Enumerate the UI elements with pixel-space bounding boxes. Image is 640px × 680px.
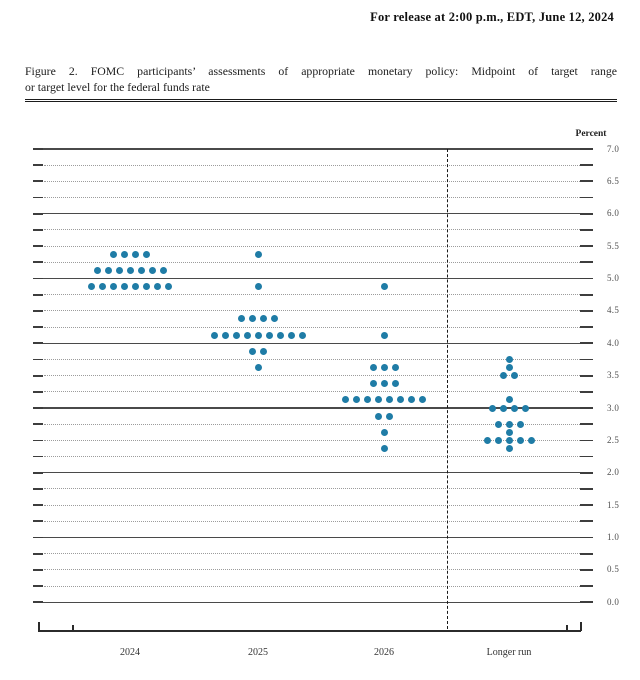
gridline-dotted [44, 181, 580, 182]
dot [381, 332, 388, 339]
gridline-dotted [44, 310, 580, 311]
dot [419, 396, 426, 403]
dot [484, 437, 491, 444]
gridline-dotted [44, 197, 580, 198]
dot [132, 251, 139, 258]
gridline-right-tick [580, 553, 593, 555]
gridline-solid [36, 602, 593, 603]
gridline-dotted [44, 456, 580, 457]
gridline-right-tick [580, 569, 593, 571]
gridline-left-tick [33, 294, 43, 296]
y-axis-title: Percent [575, 129, 607, 139]
dot [375, 396, 382, 403]
x-axis-label: 2026 [374, 647, 394, 658]
gridline-dotted [44, 488, 580, 489]
dot [386, 396, 393, 403]
gridline-left-tick [33, 148, 43, 150]
y-tick-label: 6.5 [607, 175, 620, 186]
gridline-left-tick [33, 164, 43, 166]
dot [500, 405, 507, 412]
dot [255, 283, 262, 290]
gridline-right-tick [580, 537, 593, 539]
gridline-left-tick [33, 569, 43, 571]
gridline-left-tick [33, 456, 43, 458]
dot [143, 283, 150, 290]
dot [110, 283, 117, 290]
dot [160, 267, 167, 274]
gridline-left-tick [33, 407, 43, 409]
gridline-left-tick [33, 342, 43, 344]
dot [260, 348, 267, 355]
dot [381, 445, 388, 452]
dot [408, 396, 415, 403]
gridline-dotted [44, 553, 580, 554]
gridline-right-tick [580, 601, 593, 603]
dot [500, 372, 507, 379]
dot [127, 267, 134, 274]
gridline-left-tick [33, 278, 43, 280]
gridline-right-tick [580, 180, 593, 182]
gridline-left-tick [33, 213, 43, 215]
gridline-dotted [44, 246, 580, 247]
dot [386, 413, 393, 420]
gridline-dotted [44, 391, 580, 392]
gridline-right-tick [580, 294, 593, 296]
gridline-solid [36, 148, 593, 149]
dot [489, 405, 496, 412]
gridline-right-tick [580, 440, 593, 442]
dot [381, 429, 388, 436]
dot [238, 315, 245, 322]
dot [138, 267, 145, 274]
gridline-dotted [44, 521, 580, 522]
x-axis-tick [38, 622, 40, 631]
dot [392, 380, 399, 387]
figure-caption-line-1: Figure 2. FOMC participants’ assessments of appropriate monetary policy: Midpoint of target range [25, 64, 617, 78]
gridline-left-tick [33, 601, 43, 603]
y-tick-label: 7.0 [607, 143, 620, 154]
x-axis-tick [580, 622, 582, 631]
gridline-right-tick [580, 407, 593, 409]
dot [249, 315, 256, 322]
gridline-right-tick [580, 326, 593, 328]
x-axis-tick [566, 625, 568, 631]
dot [132, 283, 139, 290]
dot [260, 315, 267, 322]
gridline-left-tick [33, 585, 43, 587]
gridline-right-tick [580, 342, 593, 344]
dot [522, 405, 529, 412]
x-axis-line [38, 630, 581, 632]
gridline-right-tick [580, 488, 593, 490]
gridline-right-tick [580, 359, 593, 361]
dot [255, 364, 262, 371]
dot [255, 332, 262, 339]
gridline-left-tick [33, 553, 43, 555]
gridline-solid [36, 278, 593, 279]
y-tick-label: 3.0 [607, 402, 620, 413]
gridline-right-tick [580, 375, 593, 377]
gridline-left-tick [33, 197, 43, 199]
dot [381, 283, 388, 290]
dot [511, 372, 518, 379]
gridline-right-tick [580, 261, 593, 263]
y-tick-label: 4.5 [607, 305, 620, 316]
dot [121, 251, 128, 258]
dot [255, 251, 262, 258]
y-tick-label: 4.0 [607, 337, 620, 348]
gridline-solid [36, 472, 593, 473]
dot [266, 332, 273, 339]
dot [364, 396, 371, 403]
dot [88, 283, 95, 290]
release-line: For release at 2:00 p.m., EDT, June 12, 2024 [370, 10, 614, 24]
dot [506, 396, 513, 403]
gridline-dotted [44, 586, 580, 587]
y-tick-label: 5.5 [607, 240, 620, 251]
gridline-left-tick [33, 391, 43, 393]
y-tick-label: 6.0 [607, 208, 620, 219]
gridline-solid [36, 343, 593, 344]
y-tick-label: 2.0 [607, 467, 620, 478]
dot [506, 364, 513, 371]
y-tick-label: 0.5 [607, 564, 620, 575]
dot [105, 267, 112, 274]
dot [99, 283, 106, 290]
gridline-dotted [44, 262, 580, 263]
dot [211, 332, 218, 339]
gridline-right-tick [580, 148, 593, 150]
gridline-left-tick [33, 504, 43, 506]
dot [506, 437, 513, 444]
dot [517, 437, 524, 444]
gridline-right-tick [580, 423, 593, 425]
gridline-right-tick [580, 245, 593, 247]
dot [528, 437, 535, 444]
gridline-left-tick [33, 180, 43, 182]
y-tick-label: 2.5 [607, 434, 620, 445]
x-axis-label: 2024 [120, 647, 140, 658]
dot [233, 332, 240, 339]
gridline-solid [36, 537, 593, 538]
dot [511, 405, 518, 412]
x-axis-label: 2025 [248, 647, 268, 658]
y-tick-label: 5.0 [607, 273, 620, 283]
dot [370, 380, 377, 387]
longer-run-divider [447, 149, 448, 630]
dot [288, 332, 295, 339]
dot [271, 315, 278, 322]
gridline-dotted [44, 229, 580, 230]
gridline-left-tick [33, 326, 43, 328]
gridline-left-tick [33, 537, 43, 539]
dot [277, 332, 284, 339]
dot [222, 332, 229, 339]
dot [116, 267, 123, 274]
gridline-solid [36, 213, 593, 214]
gridline-left-tick [33, 488, 43, 490]
dot [495, 421, 502, 428]
gridline-right-tick [580, 585, 593, 587]
gridline-solid [36, 407, 593, 408]
y-tick-label: 0.0 [607, 596, 620, 607]
dot [110, 251, 117, 258]
dot [165, 283, 172, 290]
figure-caption-line-2: or target level for the federal funds rate [25, 80, 210, 94]
gridline-left-tick [33, 245, 43, 247]
y-tick-label: 1.0 [607, 532, 620, 543]
dot [299, 332, 306, 339]
dot [143, 251, 150, 258]
gridline-left-tick [33, 375, 43, 377]
gridline-right-tick [580, 197, 593, 199]
gridline-right-tick [580, 504, 593, 506]
gridline-left-tick [33, 440, 43, 442]
gridline-right-tick [580, 456, 593, 458]
gridline-right-tick [580, 229, 593, 231]
gridline-right-tick [580, 213, 593, 215]
gridline-dotted [44, 569, 580, 570]
dot [506, 356, 513, 363]
gridline-left-tick [33, 310, 43, 312]
dot [506, 445, 513, 452]
gridline-dotted [44, 505, 580, 506]
dot [392, 364, 399, 371]
dot [506, 421, 513, 428]
y-tick-label: 1.5 [607, 499, 620, 510]
y-tick-label: 3.5 [607, 370, 620, 381]
dot [381, 364, 388, 371]
dot [149, 267, 156, 274]
gridline-right-tick [580, 164, 593, 166]
dot [381, 380, 388, 387]
dot [517, 421, 524, 428]
dot [154, 283, 161, 290]
gridline-dotted [44, 165, 580, 166]
dot [506, 429, 513, 436]
gridline-left-tick [33, 359, 43, 361]
gridline-dotted [44, 359, 580, 360]
x-axis-label: Longer run [486, 647, 532, 658]
dot [353, 396, 360, 403]
gridline-dotted [44, 327, 580, 328]
dot [342, 396, 349, 403]
gridline-left-tick [33, 472, 43, 474]
gridline-right-tick [580, 520, 593, 522]
dot [244, 332, 251, 339]
gridline-left-tick [33, 261, 43, 263]
dot [249, 348, 256, 355]
dot [94, 267, 101, 274]
gridline-right-tick [580, 310, 593, 312]
gridline-left-tick [33, 520, 43, 522]
gridline-right-tick [580, 391, 593, 393]
dot [495, 437, 502, 444]
dot [121, 283, 128, 290]
dot [375, 413, 382, 420]
gridline-right-tick [580, 278, 593, 280]
dot [397, 396, 404, 403]
gridline-left-tick [33, 423, 43, 425]
gridline-left-tick [33, 229, 43, 231]
x-axis-tick [72, 625, 74, 631]
gridline-right-tick [580, 472, 593, 474]
gridline-dotted [44, 294, 580, 295]
dot [370, 364, 377, 371]
